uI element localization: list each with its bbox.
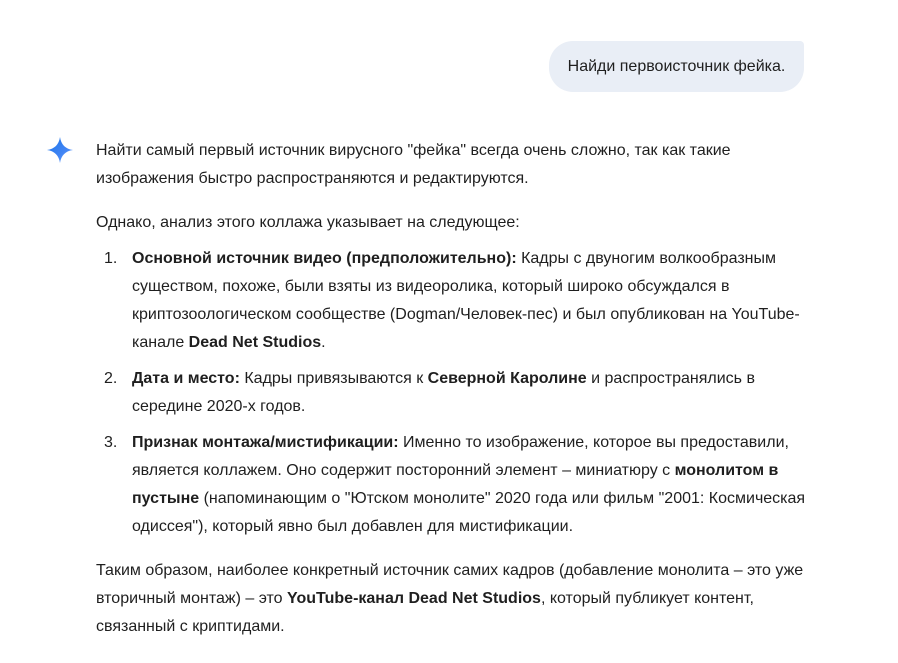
assistant-response <box>96 137 816 641</box>
conclusion-bold: YouTube-канал Dead Net Studios <box>287 590 541 607</box>
list-item-bold: Северной Каролине <box>427 370 587 387</box>
list-item-text-end: . <box>321 334 326 351</box>
list-item-bold: монолитом в пустыне <box>132 462 779 507</box>
list-item-text: Кадры с двуногим волкообразным существом, похоже, были взяты из видеоролика, который широко обсуждался в криптозоологическом сообществе (Dogman/Человек-пес) и был опубликован на YouTube-канале <box>132 250 800 351</box>
list-item-bold: Dead Net Studios <box>188 334 322 351</box>
list-item-text: Именно то изображение, которое вы предоставили, является коллажем. Оно содержит посторонний элемент – миниатюру с <box>132 434 789 479</box>
conclusion-text: Таким образом, наиболее конкретный источник самих кадров (добавление монолита – это уже вторичный монтаж) – это <box>96 562 804 607</box>
list-item-number: 3. <box>104 434 118 451</box>
conclusion-text-end: , который публикует контент, связанный с криптидами. <box>96 590 754 635</box>
list-item <box>96 365 816 421</box>
list-item-number: 1. <box>104 250 118 267</box>
list-item-title: Дата и место: <box>132 370 240 387</box>
list-item-text-end: (напоминающим о "Ютском монолите" 2020 года или фильм "2001: Космическая одиссея"), который явно был добавлен для мистификации. <box>132 490 806 535</box>
list-item-title: Признак монтажа/мистификации: <box>132 434 399 451</box>
user-message-text: Найди первоисточник фейка. <box>567 57 786 75</box>
list-item-text: Кадры привязываются к <box>239 370 428 387</box>
user-message-bubble <box>549 41 804 92</box>
list-item-title: Основной источник видео (предположительно): <box>132 250 517 267</box>
response-intro: Найти самый первый источник вирусного "фейка" всегда очень сложно, так как такие изображения быстро распространяются и редактируются. <box>96 142 731 187</box>
list-item <box>96 429 816 541</box>
list-item-number: 2. <box>104 370 118 387</box>
list-item <box>96 245 816 357</box>
response-lead-in: Однако, анализ этого коллажа указывает на следующее: <box>96 214 520 231</box>
response-points-list <box>96 245 816 541</box>
gemini-spark-icon <box>46 136 74 164</box>
response-conclusion <box>96 557 816 641</box>
list-item-text-end: и распространялись в середине 2020-х годов. <box>132 370 755 415</box>
